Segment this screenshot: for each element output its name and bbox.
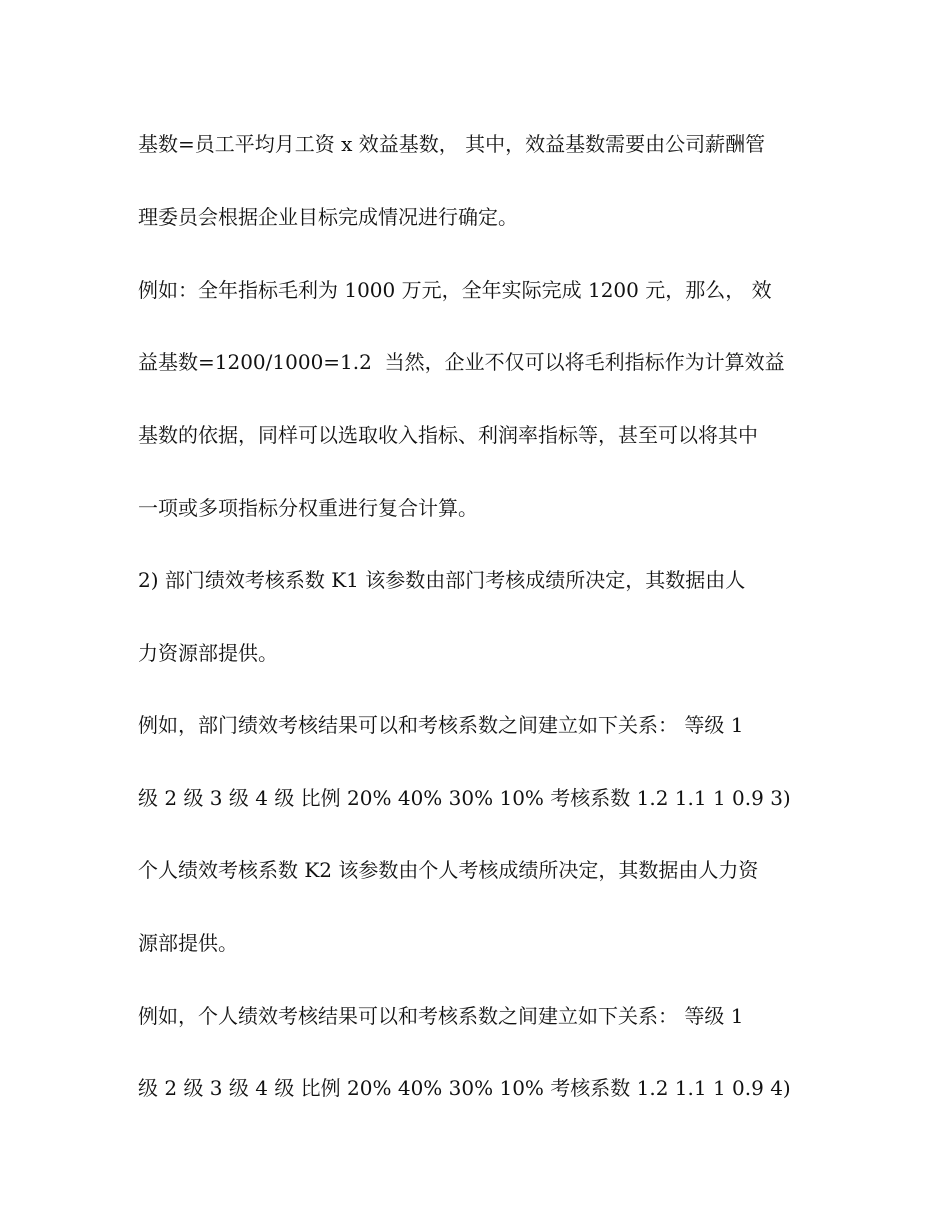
text-line: 例如，部门绩效考核结果可以和考核系数之间建立如下关系： 等级 1 <box>138 713 744 737</box>
text-line: 一项或多项指标分权重进行复合计算。 <box>138 496 478 520</box>
text-line: 个人绩效考核系数 K2 该参数由个人考核成绩所决定，其数据由人力资 <box>138 858 759 882</box>
text-line: 2) 部门绩效考核系数 K1 该参数由部门考核成绩所决定，其数据由人 <box>138 568 746 592</box>
text-line: 理委员会根据企业目标完成情况进行确定。 <box>138 205 518 229</box>
text-line: 例如，个人绩效考核结果可以和考核系数之间建立如下关系： 等级 1 <box>138 1004 744 1028</box>
text-line: 基数的依据，同样可以选取收入指标、利润率指标等，甚至可以将其中 <box>138 423 758 447</box>
text-line: 基数=员工平均月工资 x 效益基数， 其中，效益基数需要由公司薪酬管 <box>138 132 766 156</box>
text-line: 源部提供。 <box>138 931 238 955</box>
text-line: 益基数=1200/1000=1.2 当然，企业不仅可以将毛利指标作为计算效益 <box>138 350 785 374</box>
text-line: 级 2 级 3 级 4 级 比例 20% 40% 30% 10% 考核系数 1.2 1.1 1 0.9 3) <box>138 786 791 810</box>
text-line: 例如：全年指标毛利为 1000 万元，全年实际完成 1200 元，那么， 效 <box>138 278 772 302</box>
text-line: 级 2 级 3 级 4 级 比例 20% 40% 30% 10% 考核系数 1.2 1.1 1 0.9 4) <box>138 1076 791 1100</box>
text-line: 力资源部提供。 <box>138 641 278 665</box>
